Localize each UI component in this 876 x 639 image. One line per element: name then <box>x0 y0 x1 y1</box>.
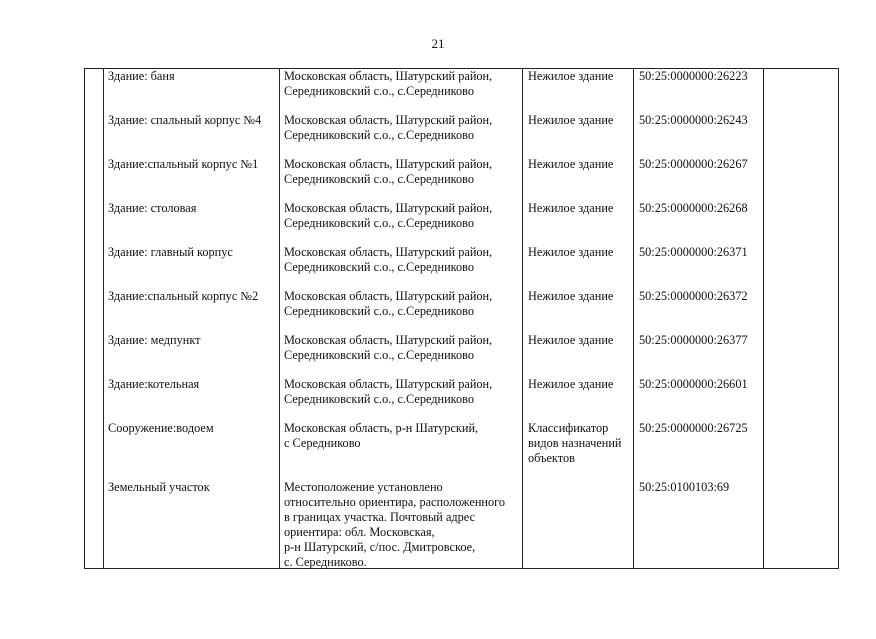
column-divider <box>84 68 85 569</box>
column-divider <box>633 68 634 569</box>
cell-address: Московская область, Шатурский район, Середниковский с.о., с.Середниково <box>284 333 493 362</box>
column-divider <box>522 68 523 569</box>
column-divider <box>763 68 764 569</box>
cell-type: Классификатор видов назначений объектов <box>528 421 622 465</box>
cell-type: Нежилое здание <box>528 289 614 303</box>
cell-address: Московская область, Шатурский район, Середниковский с.о., с.Середниково <box>284 289 493 318</box>
cell-address: Московская область, Шатурский район, Середниковский с.о., с.Середниково <box>284 157 493 186</box>
cell-type: Нежилое здание <box>528 245 614 259</box>
cell-cadastral: 50:25:0000000:26267 <box>639 157 748 171</box>
cell-type: Нежилое здание <box>528 69 614 83</box>
cell-cadastral: 50:25:0000000:26371 <box>639 245 748 259</box>
page-number: 21 <box>431 36 445 51</box>
cell-type: Нежилое здание <box>528 113 614 127</box>
cell-cadastral: 50:25:0000000:26268 <box>639 201 748 215</box>
column-divider <box>838 68 839 569</box>
cell-type: Нежилое здание <box>528 201 614 215</box>
cell-address: Московская область, Шатурский район, Середниковский с.о., с.Середниково <box>284 245 493 274</box>
column-divider <box>103 68 104 569</box>
cell-type: Нежилое здание <box>528 333 614 347</box>
cell-name: Здание:котельная <box>108 377 200 391</box>
cell-cadastral: 50:25:0100103:69 <box>639 480 730 494</box>
column-divider <box>279 68 280 569</box>
cell-cadastral: 50:25:0000000:26372 <box>639 289 748 303</box>
cell-type: Нежилое здание <box>528 157 614 171</box>
cell-name: Земельный участок <box>108 480 210 494</box>
cell-cadastral: 50:25:0000000:26377 <box>639 333 748 347</box>
cell-name: Здание: главный корпус <box>108 245 233 259</box>
cell-name: Сооружение:водоем <box>108 421 214 435</box>
cell-address: Московская область, Шатурский район, Середниковский с.о., с.Середниково <box>284 69 493 98</box>
cell-name: Здание: столовая <box>108 201 197 215</box>
cell-cadastral: 50:25:0000000:26601 <box>639 377 748 391</box>
cell-name: Здание:спальный корпус №1 <box>108 157 259 171</box>
cell-name: Здание: медпункт <box>108 333 201 347</box>
cell-address: Московская область, Шатурский район, Середниковский с.о., с.Середниково <box>284 201 493 230</box>
cell-cadastral: 50:25:0000000:26725 <box>639 421 748 435</box>
cell-address: Московская область, р-н Шатурский, с Середниково <box>284 421 479 450</box>
cell-address: Московская область, Шатурский район, Середниковский с.о., с.Середниково <box>284 377 493 406</box>
property-table <box>84 68 839 569</box>
cell-name: Здание:спальный корпус №2 <box>108 289 259 303</box>
cell-cadastral: 50:25:0000000:26223 <box>639 69 748 83</box>
cell-name: Здание: баня <box>108 69 175 83</box>
cell-address: Местоположение установлено относительно ориентира, расположенного в границах участка. Почтовый адрес ориентира: обл. Московская, р-н Шатурский, с/пос. Дмитровское, с. Середниково. <box>284 480 506 569</box>
cell-name: Здание: спальный корпус №4 <box>108 113 262 127</box>
cell-cadastral: 50:25:0000000:26243 <box>639 113 748 127</box>
cell-address: Московская область, Шатурский район, Середниковский с.о., с.Середниково <box>284 113 493 142</box>
cell-type: Нежилое здание <box>528 377 614 391</box>
